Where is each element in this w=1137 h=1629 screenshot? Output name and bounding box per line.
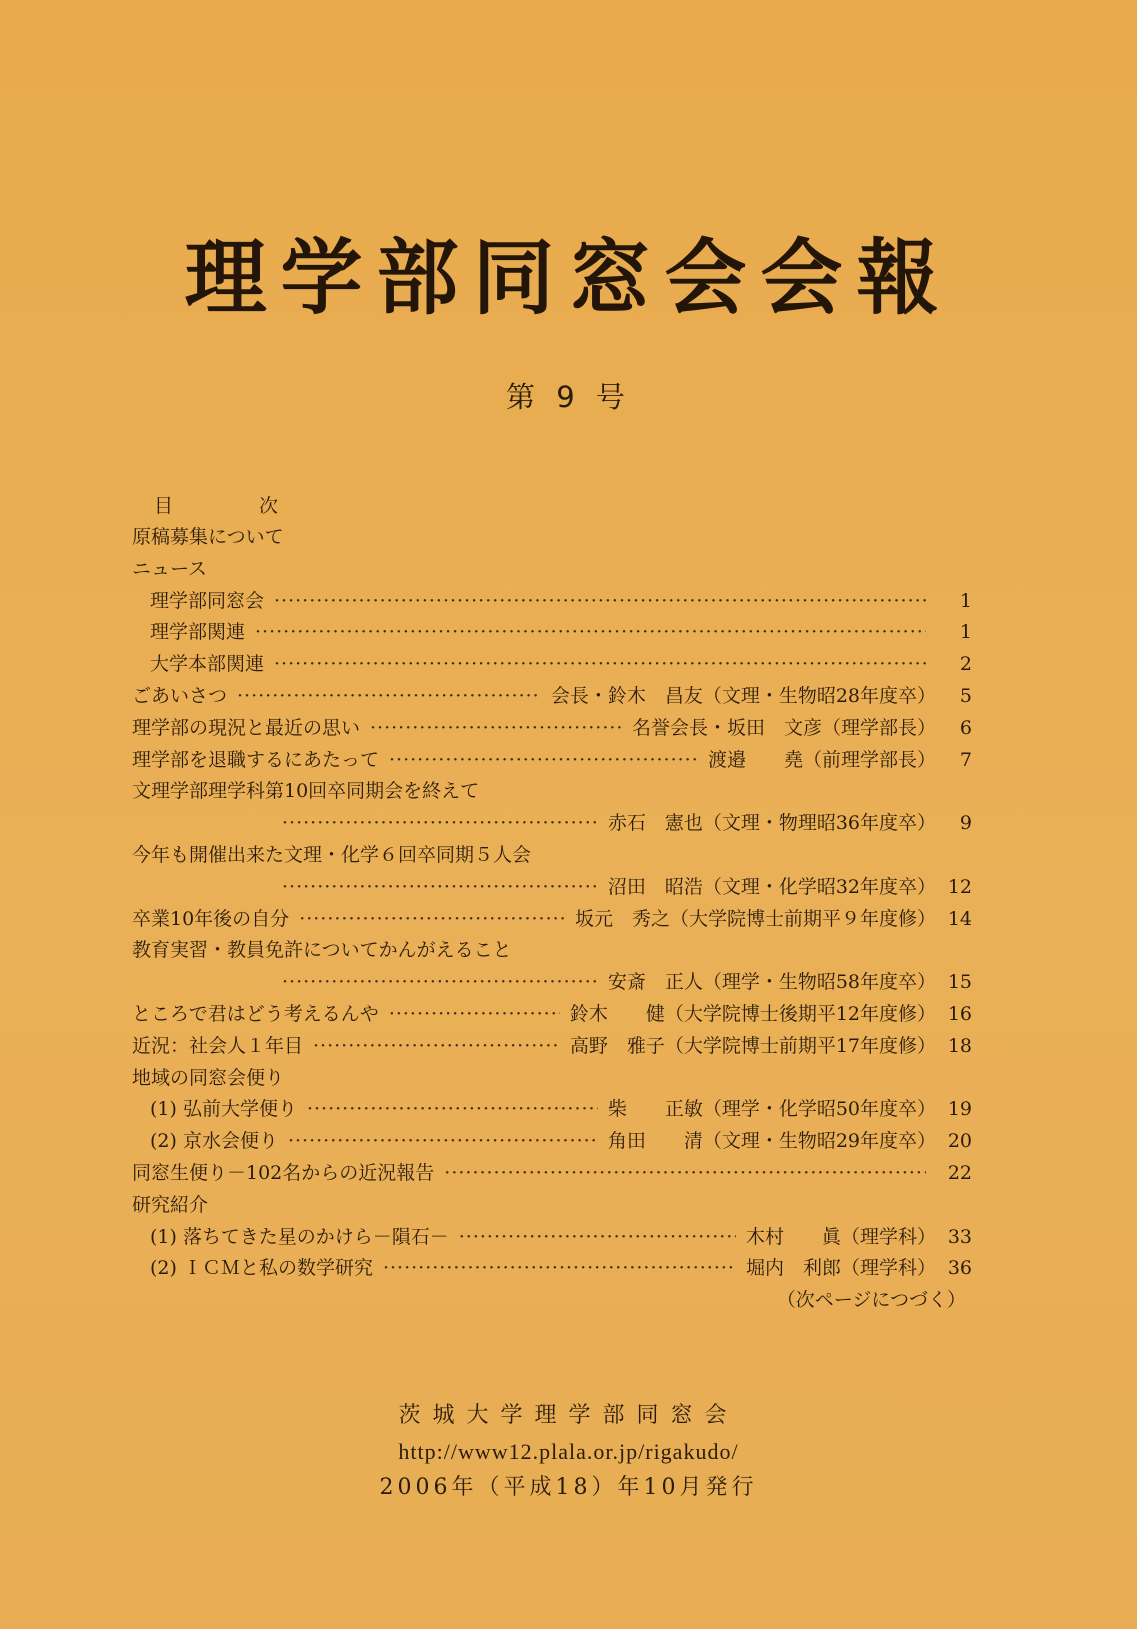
toc-entry-page: 7	[959, 748, 972, 771]
toc-entry-page: 22	[947, 1161, 972, 1184]
toc-entry	[132, 586, 972, 618]
dot-leader	[274, 649, 926, 681]
dot-leader	[313, 1031, 560, 1063]
toc-entry-title: (1) 落ちてきた星のかけら－隕石－	[150, 1225, 449, 1248]
continued-note: （次ページにつづく）	[776, 1289, 966, 1312]
dot-leader	[389, 999, 560, 1031]
toc-entry-title: 同窓生便り－102名からの近況報告	[132, 1161, 435, 1184]
dot-leader	[307, 1094, 598, 1126]
dot-leader	[255, 617, 926, 649]
table-of-contents	[132, 490, 972, 1315]
toc-entry-title: 教育実習・教員免許についてかんがえること	[132, 939, 512, 962]
toc-heading: 目 次	[154, 495, 319, 517]
dot-leader	[282, 808, 598, 840]
toc-entry-author: 名誉会長・坂田 文彦（理学部長）	[631, 716, 936, 739]
toc-entry-author: 坂元 秀之（大学院博士前期平９年度修）	[574, 907, 936, 930]
toc-entry-author: 木村 眞（理学科）	[745, 1225, 936, 1248]
website-url: http://www12.plala.or.jp/rigakudo/	[398, 1439, 739, 1464]
toc-entry-title: 理学部関連	[150, 621, 246, 644]
toc-entry-page: 1	[959, 589, 972, 612]
toc-entry-author: 柴 正敏（理学・化学昭50年度卒）	[607, 1098, 936, 1121]
toc-entry-title: (2) ＩＣＭと私の数学研究	[150, 1257, 373, 1280]
dot-leader	[282, 967, 598, 999]
toc-entry	[132, 1158, 972, 1190]
toc-entry-page: 6	[959, 716, 972, 739]
publication-date: 2006年（平成18）年10月発行	[379, 1475, 758, 1500]
toc-entry-page: 20	[947, 1130, 972, 1153]
toc-entry	[132, 904, 972, 936]
toc-entry-title: ニュース	[132, 557, 208, 580]
toc-entry	[132, 522, 972, 554]
toc-entry-page: 36	[947, 1257, 972, 1280]
toc-entry	[132, 999, 972, 1031]
toc-entry-page: 12	[947, 875, 972, 898]
toc-entry-page: 2	[959, 653, 972, 676]
bulletin-title: 理学部同窓会会報	[184, 230, 953, 326]
toc-entry-title: 卒業10年後の自分	[132, 907, 290, 930]
toc-entry-title: ところで君はどう考えるんや	[132, 1002, 379, 1025]
dot-leader	[389, 745, 698, 777]
toc-entry-page: 14	[947, 907, 972, 930]
toc-entry-page: 1	[959, 621, 972, 644]
toc-entry-author: 鈴木 健（大学院博士後期平12年度修）	[569, 1002, 936, 1025]
dot-leader	[274, 586, 926, 618]
toc-entry	[132, 872, 972, 904]
toc-entry-author: 安斎 正人（理学・生物昭58年度卒）	[607, 971, 936, 994]
dot-leader	[299, 904, 565, 936]
toc-entry-title: 今年も開催出来た文理・化学６回卒同期５人会	[132, 843, 532, 866]
toc-entry	[132, 1063, 972, 1095]
publisher-block	[0, 1398, 1137, 1506]
dot-leader	[444, 1158, 926, 1190]
toc-entry	[132, 1190, 972, 1222]
toc-entry	[132, 681, 972, 713]
toc-entry	[132, 617, 972, 649]
toc-entry-author: 渡邉 堯（前理学部長）	[707, 748, 936, 771]
toc-entry-author: 堀内 利郎（理学科）	[745, 1257, 936, 1280]
toc-entry	[132, 1253, 972, 1285]
toc-entry-title: 理学部の現況と最近の思い	[132, 716, 361, 739]
toc-entry-author: 赤石 憲也（文理・物理昭36年度卒）	[607, 812, 936, 835]
toc-entry-page: 19	[947, 1098, 972, 1121]
toc-entry-title: 理学部同窓会	[150, 589, 265, 612]
toc-entry-page: 15	[947, 971, 972, 994]
toc-entry-title: 近況：社会人１年目	[132, 1034, 304, 1057]
toc-entry-page: 16	[947, 1002, 972, 1025]
organization-name: 茨城大学理学部同窓会	[398, 1403, 739, 1428]
toc-entry	[132, 745, 972, 777]
toc-entry-title: 理学部を退職するにあたって	[132, 748, 380, 771]
toc-entry-title: 文理学部理学科第10回卒同期会を終えて	[132, 780, 480, 803]
toc-entry	[132, 1031, 972, 1063]
dot-leader	[282, 872, 598, 904]
toc-entry-title: 大学本部関連	[150, 653, 265, 676]
toc-entry	[132, 1126, 972, 1158]
issue-number: 第 9 号	[506, 380, 631, 414]
dot-leader	[288, 1126, 598, 1158]
toc-entry-author: 沼田 昭浩（文理・化学昭32年度卒）	[607, 875, 936, 898]
toc-entry-title: ごあいさつ	[132, 684, 228, 707]
toc-entry-author: 会長・鈴木 昌友（文理・生物昭28年度卒）	[550, 684, 936, 707]
toc-entry-page: 18	[947, 1034, 972, 1057]
toc-entry-author: 角田 清（文理・生物昭29年度卒）	[607, 1130, 936, 1153]
toc-entry-title: (2) 京水会便り	[150, 1130, 278, 1153]
toc-entry-title: 地域の同窓会便り	[132, 1066, 285, 1089]
toc-entry	[132, 713, 972, 745]
toc-entry-author: 高野 雅子（大学院博士前期平17年度修）	[569, 1034, 936, 1057]
toc-list	[132, 522, 972, 1285]
toc-entry	[132, 776, 972, 808]
toc-entry-page: 33	[947, 1225, 972, 1248]
toc-entry	[132, 1222, 972, 1254]
dot-leader	[370, 713, 622, 745]
toc-entry	[132, 967, 972, 999]
toc-entry	[132, 1094, 972, 1126]
dot-leader	[237, 681, 541, 713]
dot-leader	[383, 1253, 736, 1285]
dot-leader	[459, 1222, 736, 1254]
toc-entry	[132, 808, 972, 840]
toc-entry-page: 5	[959, 684, 972, 707]
toc-entry	[132, 840, 972, 872]
toc-entry-title: 研究紹介	[132, 1193, 209, 1216]
toc-entry-title: (1) 弘前大学便り	[150, 1098, 297, 1121]
toc-entry	[132, 649, 972, 681]
toc-entry-page: 9	[959, 812, 972, 835]
toc-entry	[132, 935, 972, 967]
toc-entry-title: 原稿募集について	[132, 526, 284, 548]
toc-entry	[132, 554, 972, 586]
